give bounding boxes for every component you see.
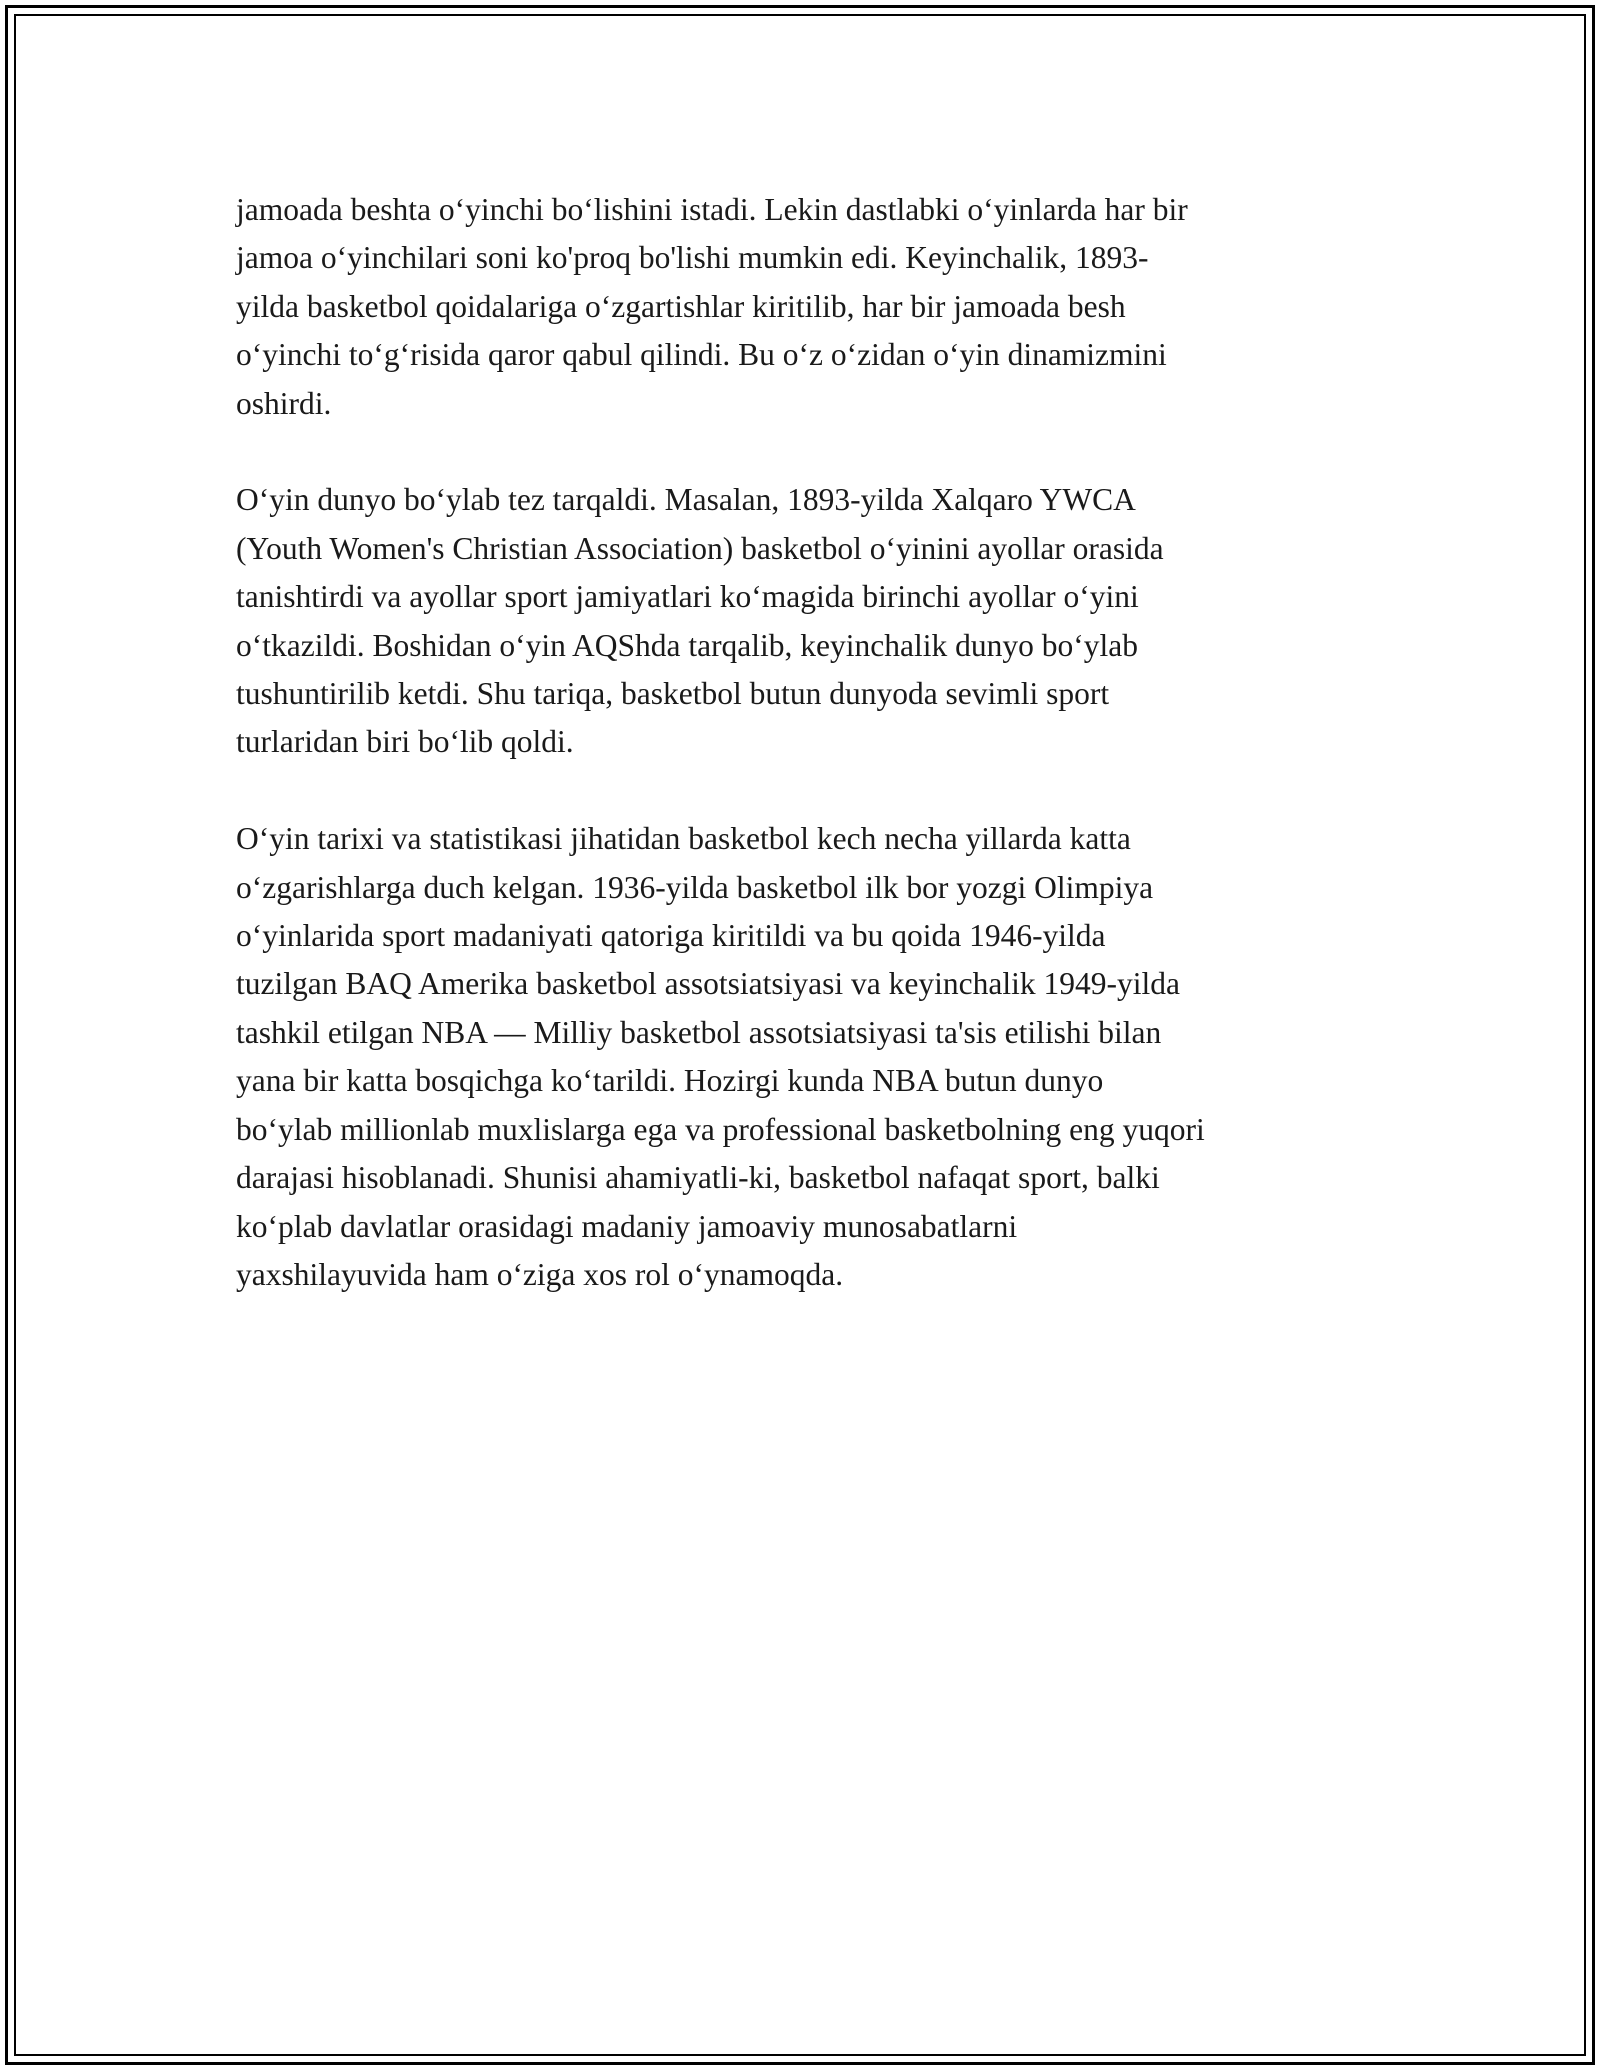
paragraph-1 [236, 186, 1366, 428]
paragraph-line: O‘yin dunyo bo‘ylab tez tarqaldi. Masalan, 1893-yilda Xalqaro YWCA [236, 482, 1136, 518]
paragraph-line: bo‘ylab millionlab muxlislarga ega va professional basketbolning eng yuqori [236, 1111, 1205, 1147]
paragraph-3 [236, 815, 1366, 1299]
paragraph-line: darajasi hisoblanadi. Shunisi ahamiyatli-ki, basketbol nafaqat sport, balki [236, 1160, 1160, 1196]
paragraph-line: jamoada beshta o‘yinchi bo‘lishini istadi. Lekin dastlabki o‘yinlarda har bir [236, 192, 1188, 227]
paragraph-line: O‘yin tarixi va statistikasi jihatidan basketbol kech necha yillarda katta [236, 821, 1131, 857]
paragraph-line: jamoa o‘yinchilari soni ko'proq bo'lishi mumkin edi. Keyinchalik, 1893- [236, 240, 1149, 276]
paragraph-line: (Youth Women's Christian Association) basketbol o‘yinini ayollar orasida [236, 530, 1164, 566]
paragraph-line: yilda basketbol qoidalariga o‘zgartishlar kiritilib, har bir jamoada besh [236, 288, 1126, 324]
paragraph-line: o‘yinchi to‘g‘risida qaror qabul qilindi. Bu o‘z o‘zidan o‘yin dinamizmini [236, 337, 1167, 373]
paragraph-line: yaxshilayuvida ham o‘ziga xos rol o‘ynamoqda. [236, 1256, 844, 1292]
paragraph-line: turlaridan biri bo‘lib qoldi. [236, 724, 574, 760]
paragraph-2 [236, 476, 1366, 766]
document-body [236, 186, 1366, 1348]
paragraph-line: ko‘plab davlatlar orasidagi madaniy jamoaviy munosabatlarni [236, 1208, 1018, 1244]
paragraph-line: tanishtirdi va ayollar sport jamiyatlari ko‘magida birinchi ayollar o‘yini [236, 579, 1139, 615]
paragraph-line: tuzilgan BAQ Amerika basketbol assotsiatsiyasi va keyinchalik 1949-yilda [236, 966, 1180, 1002]
paragraph-line: o‘yinlarida sport madaniyati qatoriga kiritildi va bu qoida 1946-yilda [236, 918, 1106, 954]
paragraph-line: tashkil etilgan NBA — Milliy basketbol assotsiatsiyasi ta'sis etilishi bilan [236, 1014, 1162, 1050]
paragraph-line: tushuntirilib ketdi. Shu tariqa, basketbol butun dunyoda sevimli sport [236, 676, 1110, 712]
paragraph-line: o‘tkazildi. Boshidan o‘yin AQShda tarqalib, keyinchalik dunyo bo‘ylab [236, 627, 1138, 663]
paragraph-line: oshirdi. [236, 385, 332, 421]
paragraph-line: o‘zgarishlarga duch kelgan. 1936-yilda basketbol ilk bor yozgi Olimpiya [236, 869, 1154, 905]
paragraph-line: yana bir katta bosqichga ko‘tarildi. Hozirgi kunda NBA butun dunyo [236, 1063, 1104, 1099]
